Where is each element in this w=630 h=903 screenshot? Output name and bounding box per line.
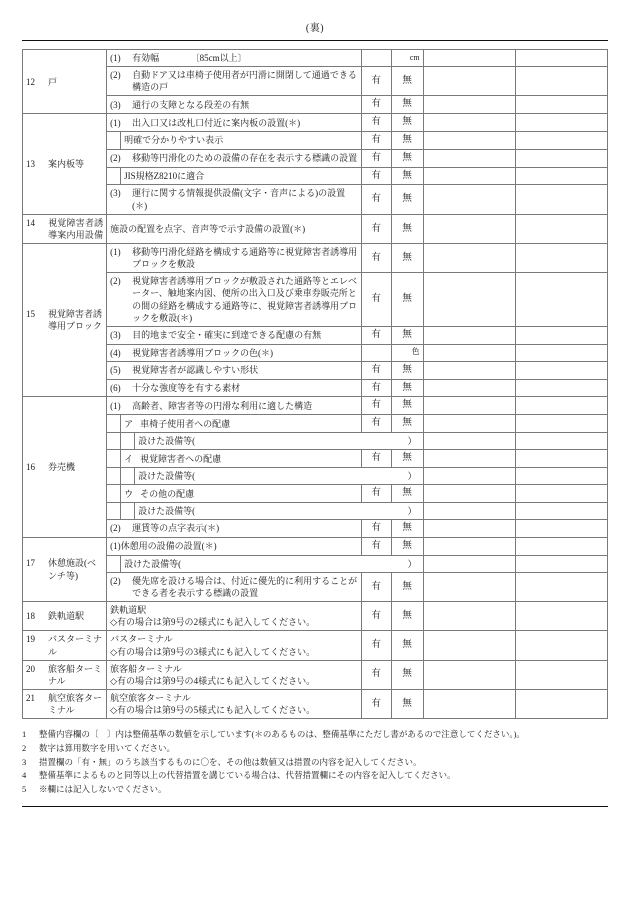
indent-spacer — [107, 555, 121, 572]
item-label-cell — [107, 149, 361, 167]
item-number: (4) — [110, 347, 121, 358]
option-no[interactable]: 無 — [391, 572, 423, 601]
note-text: 措置欄の「有・無」のうち該当するものに〇を、その他は数値又は措置の内容を記入してください。 — [39, 756, 422, 767]
item-number: (3) — [110, 99, 121, 110]
table-row — [23, 572, 608, 601]
table-row — [23, 468, 608, 485]
note-item — [22, 728, 608, 741]
option-yes[interactable]: 有 — [361, 660, 391, 689]
option-no[interactable]: 無 — [391, 397, 423, 415]
note-number: 5 — [22, 784, 27, 794]
option-no[interactable]: 無 — [391, 244, 423, 273]
option-yes[interactable]: 有 — [361, 326, 391, 344]
alternative-measure-column-cell[interactable] — [515, 520, 607, 538]
item-text: 目的地まで安全・確実に到達できる配慮の有無 — [132, 330, 322, 341]
measure-column-cell[interactable] — [423, 397, 515, 415]
option-yes[interactable]: 有 — [361, 96, 391, 114]
measure-column-cell[interactable] — [423, 415, 515, 433]
item-text: その他の配慮 — [140, 488, 195, 499]
item-label-cell — [107, 96, 361, 114]
item-text: 移動等円滑化経路を構成する通路等に視覚障害者誘導用ブロックを敷設 — [132, 247, 358, 270]
indent-spacer — [107, 450, 121, 468]
note-number: 3 — [22, 756, 27, 767]
measure-column-cell[interactable] — [423, 50, 515, 67]
item-text: 施設の配置を点字、音声等で示す設備の設置(＊) — [110, 223, 306, 234]
item-text: (1)休憩用の設備の設置(＊) — [110, 541, 217, 552]
item-text: 視覚障害者誘導用ブロックが敷設された通路等とエレベーター、触地案内図、便所の出入口及び乗車券販売所との間の経路を構成する通路等に、視覚障害者誘導用ブロックを敷設(＊) — [132, 276, 358, 323]
item-number: (1) — [110, 400, 121, 411]
option-yes[interactable]: 有 — [361, 520, 391, 538]
alternative-measure-column-cell[interactable] — [515, 96, 607, 114]
option-yes[interactable]: 有 — [361, 273, 391, 327]
item-text: 視覚障害者が認識しやすい形状 — [132, 365, 259, 376]
notes-list — [22, 728, 608, 796]
alternative-measure-column-cell[interactable] — [515, 503, 607, 520]
unit-label: 色 — [391, 344, 423, 361]
option-no[interactable]: 無 — [391, 149, 423, 167]
alternative-measure-column-cell[interactable] — [515, 433, 607, 450]
item-text: 有効幅 〔85cm以上〕 — [132, 53, 247, 63]
option-no[interactable]: 無 — [391, 167, 423, 185]
note-number: 4 — [22, 770, 27, 781]
section-name: 券売機 — [48, 462, 76, 473]
indent-spacer — [107, 167, 121, 185]
option-yes[interactable]: 有 — [361, 450, 391, 468]
item-label-cell — [121, 415, 361, 433]
alternative-measure-column-cell[interactable] — [515, 485, 607, 503]
option-no[interactable]: 無 — [391, 185, 423, 214]
item-text: 旅客船ターミナル — [110, 663, 182, 674]
item-label-cell — [135, 503, 423, 520]
measure-column-cell[interactable] — [423, 520, 515, 538]
item-text: 明確で分かりやすい表示 — [124, 135, 224, 146]
note-number: 1 — [22, 729, 27, 740]
item-number: (2) — [110, 523, 121, 534]
option-no[interactable]: 無 — [391, 114, 423, 132]
alternative-measure-column-cell[interactable] — [515, 132, 607, 150]
table-row — [23, 520, 608, 538]
item-text: 十分な強度等を有する素材 — [132, 382, 241, 393]
item-label-cell — [107, 537, 361, 555]
table-row — [23, 114, 608, 132]
closing-paren: ） — [407, 558, 417, 569]
measure-column-cell[interactable] — [423, 96, 515, 114]
measure-column-cell[interactable] — [423, 660, 515, 689]
item-text: 運行に関する情報提供設備(文字・音声による)の設置(＊) — [132, 188, 346, 211]
option-no[interactable]: 無 — [391, 67, 423, 96]
indent-spacer — [121, 468, 135, 485]
section-name: 案内板等 — [48, 158, 85, 169]
note-text: 整備基準によるものと同等以上の代替措置を講じている場合は、代替措置欄にその内容を記入してください。 — [39, 770, 456, 781]
option-yes[interactable]: 有 — [361, 397, 391, 415]
item-text: 設けた設備等( — [138, 471, 196, 482]
item-number: ア — [124, 418, 134, 429]
table-row — [23, 415, 608, 433]
option-yes[interactable]: 有 — [361, 149, 391, 167]
table-row — [23, 67, 608, 96]
alternative-measure-column-cell[interactable] — [515, 397, 607, 415]
section-category-15 — [23, 244, 107, 397]
alternative-measure-column-cell[interactable] — [515, 602, 607, 631]
item-number: (2) — [110, 153, 121, 164]
section-category-20 — [23, 660, 107, 689]
note-text: 整備内容欄の〔 〕内は整備基準の数値を示しています(＊のあるものは、整備基準にただし書があるので注意してください。)。 — [39, 729, 525, 740]
table-row — [23, 602, 608, 631]
alternative-measure-column-cell[interactable] — [515, 114, 607, 132]
table-row — [23, 344, 608, 361]
measure-column-cell[interactable] — [423, 273, 515, 327]
table-row — [23, 450, 608, 468]
section-number: 21 — [26, 693, 35, 704]
option-no[interactable]: 無 — [391, 450, 423, 468]
section-name: バスターミナル — [48, 634, 103, 657]
option-no[interactable]: 無 — [391, 273, 423, 327]
item-label-cell — [135, 468, 423, 485]
option-yes[interactable]: 有 — [361, 361, 391, 379]
item-label-cell — [121, 485, 361, 503]
section-category-13 — [23, 114, 107, 215]
table-row — [23, 690, 608, 719]
table-row — [23, 537, 608, 555]
section-number: 20 — [26, 663, 35, 674]
item-label-cell — [107, 379, 361, 397]
item-number: (6) — [110, 382, 121, 393]
measure-column-cell[interactable] — [423, 555, 515, 572]
alternative-measure-column-cell[interactable] — [515, 379, 607, 397]
table-row — [23, 96, 608, 114]
measure-column-cell[interactable] — [423, 631, 515, 660]
option-no[interactable]: 無 — [391, 690, 423, 719]
option-yes[interactable]: 有 — [361, 185, 391, 214]
alternative-measure-column-cell[interactable] — [515, 167, 607, 185]
item-label-cell — [135, 433, 423, 450]
alternative-measure-column-cell[interactable] — [515, 273, 607, 327]
section-name: 視覚障害者誘導用ブロック — [48, 309, 103, 332]
option-no[interactable]: 無 — [391, 485, 423, 503]
item-text: 通行の支障となる段差の有無 — [132, 99, 250, 110]
note-number: 2 — [22, 742, 27, 753]
measure-column-cell[interactable] — [423, 485, 515, 503]
measure-column-cell[interactable] — [423, 214, 515, 243]
measure-column-cell[interactable] — [423, 132, 515, 150]
measure-column-cell[interactable] — [423, 572, 515, 601]
item-label-cell — [121, 167, 361, 185]
section-number: 13 — [26, 158, 35, 169]
section-name: 鉄軌道駅 — [48, 611, 85, 622]
section-number: 12 — [26, 76, 35, 87]
item-label-cell — [107, 631, 361, 660]
measure-column-cell[interactable] — [423, 167, 515, 185]
option-no[interactable]: 無 — [391, 132, 423, 150]
facility-checklist-table — [22, 49, 608, 719]
item-number: ウ — [124, 488, 134, 499]
measure-column-cell[interactable] — [423, 326, 515, 344]
section-category-16 — [23, 397, 107, 537]
item-subtext: ◇有の場合は第9号の5様式にも記入してください。 — [110, 705, 316, 716]
alternative-measure-column-cell[interactable] — [515, 344, 607, 361]
item-text: 車椅子使用者への配慮 — [140, 418, 231, 429]
table-row — [23, 273, 608, 327]
option-yes[interactable]: 有 — [361, 485, 391, 503]
alternative-measure-column-cell[interactable] — [515, 660, 607, 689]
item-label-cell — [107, 572, 361, 601]
item-number: (1) — [110, 53, 121, 63]
alternative-measure-column-cell[interactable] — [515, 555, 607, 572]
item-label-cell — [121, 555, 424, 572]
section-number: 15 — [26, 309, 35, 320]
section-number: 14 — [26, 217, 35, 228]
item-text: 視覚障害者誘導用ブロックの色(＊) — [132, 347, 273, 358]
option-yes[interactable]: 有 — [361, 537, 391, 555]
measure-column-cell[interactable] — [423, 244, 515, 273]
note-item — [22, 742, 608, 755]
alternative-measure-column-cell[interactable] — [515, 67, 607, 96]
unit-label: cm — [391, 50, 423, 67]
item-label-cell — [107, 185, 361, 214]
table-row — [23, 631, 608, 660]
option-no[interactable]: 無 — [391, 379, 423, 397]
option-no[interactable]: 無 — [391, 537, 423, 555]
item-subtext: ◇有の場合は第9号の4様式にも記入してください。 — [110, 675, 316, 686]
note-text: 数字は算用数字を用いてください。 — [39, 742, 176, 753]
item-text: 出入口又は改札口付近に案内板の設置(＊) — [132, 117, 301, 128]
alternative-measure-column-cell[interactable] — [515, 537, 607, 555]
alternative-measure-column-cell[interactable] — [515, 572, 607, 601]
item-number: (2) — [110, 575, 121, 586]
table-row — [23, 433, 608, 450]
item-text: JIS規格Z8210に適合 — [124, 171, 205, 181]
item-number: (1) — [110, 117, 121, 128]
alternative-measure-column-cell[interactable] — [515, 326, 607, 344]
option-yes[interactable]: 有 — [361, 214, 391, 243]
option-yes[interactable]: 有 — [361, 631, 391, 660]
section-name: 視覚障害者誘導案内用設備 — [48, 217, 104, 240]
option-no[interactable]: 無 — [391, 602, 423, 631]
option-yes[interactable]: 有 — [361, 167, 391, 185]
section-category-12 — [23, 50, 107, 114]
table-row — [23, 132, 608, 150]
option-no[interactable]: 無 — [391, 214, 423, 243]
indent-spacer — [107, 433, 121, 450]
item-text: 優先席を設ける場合は、付近に優先的に利用することができる者を表示する標識の設置 — [132, 575, 358, 599]
item-label-cell — [121, 132, 361, 150]
table-row — [23, 485, 608, 503]
measure-column-cell[interactable] — [423, 433, 515, 450]
item-number: (3) — [110, 188, 121, 199]
option-no[interactable]: 無 — [391, 361, 423, 379]
closing-paren: ） — [407, 506, 417, 516]
option-no[interactable]: 無 — [391, 631, 423, 660]
table-row — [23, 361, 608, 379]
item-label-cell — [107, 397, 361, 415]
option-yes[interactable]: 有 — [361, 572, 391, 601]
note-text: ※欄には記入しないでください。 — [39, 784, 167, 794]
indent-spacer — [107, 503, 121, 520]
note-item — [22, 769, 608, 782]
section-name: 航空旅客ターミナル — [48, 693, 103, 716]
option-no[interactable]: 無 — [391, 660, 423, 689]
section-category-14 — [23, 214, 107, 243]
section-number: 18 — [26, 611, 35, 622]
item-label-cell — [107, 660, 361, 689]
closing-paren: ） — [407, 471, 417, 482]
alternative-measure-column-cell[interactable] — [515, 631, 607, 660]
table-row — [23, 167, 608, 185]
item-number: (5) — [110, 365, 121, 376]
measure-column-cell[interactable] — [423, 185, 515, 214]
table-row — [23, 660, 608, 689]
note-item — [22, 783, 608, 796]
measure-column-cell[interactable] — [423, 468, 515, 485]
table-row — [23, 379, 608, 397]
item-label-cell — [107, 602, 361, 631]
measure-column-cell[interactable] — [423, 379, 515, 397]
item-number: (1) — [110, 247, 121, 258]
item-text: 設けた設備等( — [138, 436, 196, 447]
section-number: 16 — [26, 462, 35, 473]
item-text: 移動等円滑化のための設備の存在を表示する標識の設置 — [132, 153, 358, 164]
measure-column-cell[interactable] — [423, 690, 515, 719]
form-sheet — [22, 49, 608, 719]
indent-spacer — [107, 415, 121, 433]
section-category-21 — [23, 690, 107, 719]
table-row — [23, 244, 608, 273]
measure-column-cell[interactable] — [423, 114, 515, 132]
alternative-measure-column-cell[interactable] — [515, 214, 607, 243]
item-number: (2) — [110, 276, 121, 287]
alternative-measure-column-cell[interactable] — [515, 415, 607, 433]
item-text: 運賃等の点字表示(＊) — [132, 523, 220, 534]
alternative-measure-column-cell[interactable] — [515, 468, 607, 485]
table-row — [23, 326, 608, 344]
alternative-measure-column-cell[interactable] — [515, 690, 607, 719]
alternative-measure-column-cell[interactable] — [515, 244, 607, 273]
item-label-cell — [107, 344, 361, 361]
table-row — [23, 503, 608, 520]
item-label-cell — [107, 690, 361, 719]
option-yes[interactable]: 有 — [361, 379, 391, 397]
table-row — [23, 214, 608, 243]
alternative-measure-column-cell[interactable] — [515, 50, 607, 67]
table-row — [23, 397, 608, 415]
measure-column-cell[interactable] — [423, 361, 515, 379]
option-no[interactable]: 無 — [391, 326, 423, 344]
measure-column-cell[interactable] — [423, 344, 515, 361]
item-number: (3) — [110, 330, 121, 341]
item-label-cell — [107, 273, 361, 327]
item-label-cell — [107, 520, 361, 538]
item-text: 航空旅客ターミナル — [110, 693, 191, 704]
option-yes[interactable]: 有 — [361, 415, 391, 433]
option-yes[interactable]: 有 — [361, 132, 391, 150]
bottom-rule — [22, 806, 608, 807]
item-text: 設けた設備等( — [124, 558, 182, 569]
item-label-cell — [107, 361, 361, 379]
page-marker: (裏) — [305, 23, 325, 34]
value-input-cell[interactable] — [361, 50, 391, 67]
option-yes[interactable]: 有 — [361, 67, 391, 96]
item-label-cell — [107, 244, 361, 273]
item-text: 高齢者、障害者等の円滑な利用に適した構造 — [132, 400, 313, 411]
indent-spacer — [107, 485, 121, 503]
item-number: (2) — [110, 70, 121, 81]
note-item — [22, 756, 608, 769]
value-input-cell[interactable] — [361, 344, 391, 361]
section-number: 17 — [26, 558, 35, 569]
measure-column-cell[interactable] — [423, 602, 515, 631]
alternative-measure-column-cell[interactable] — [515, 450, 607, 468]
indent-spacer — [107, 132, 121, 150]
section-category-18 — [23, 602, 107, 631]
table-row — [23, 50, 608, 67]
section-category-17 — [23, 537, 107, 601]
item-label-cell — [107, 50, 361, 67]
item-number: イ — [124, 453, 134, 464]
item-subtext: ◇有の場合は第9号の2様式にも記入してください。 — [110, 617, 316, 628]
item-label-cell — [107, 67, 361, 96]
alternative-measure-column-cell[interactable] — [515, 185, 607, 214]
item-text: 視覚障害者への配慮 — [140, 453, 222, 464]
indent-spacer — [121, 433, 135, 450]
item-label-cell — [107, 114, 361, 132]
table-row — [23, 185, 608, 214]
option-yes[interactable]: 有 — [361, 244, 391, 273]
section-name: 休憩施設(ベンチ等) — [48, 558, 96, 581]
option-yes[interactable]: 有 — [361, 690, 391, 719]
option-no[interactable]: 無 — [391, 415, 423, 433]
top-rule — [22, 40, 608, 41]
item-subtext: ◇有の場合は第9号の3様式にも記入してください。 — [110, 646, 316, 657]
item-text: 自動ドア又は車椅子使用者が円滑に開閉して通過できる構造の戸 — [132, 70, 357, 93]
item-label-cell — [107, 214, 361, 243]
item-text: 鉄軌道駅 — [110, 605, 147, 616]
alternative-measure-column-cell[interactable] — [515, 149, 607, 167]
item-text: 設けた設備等( — [138, 506, 196, 516]
measure-column-cell[interactable] — [423, 149, 515, 167]
section-number: 19 — [26, 634, 35, 645]
section-category-19 — [23, 631, 107, 660]
option-yes[interactable]: 有 — [361, 602, 391, 631]
measure-column-cell[interactable] — [423, 503, 515, 520]
option-yes[interactable]: 有 — [361, 114, 391, 132]
section-name: 戸 — [48, 76, 58, 87]
indent-spacer — [107, 468, 121, 485]
alternative-measure-column-cell[interactable] — [515, 361, 607, 379]
option-no[interactable]: 無 — [391, 520, 423, 538]
measure-column-cell[interactable] — [423, 67, 515, 96]
option-no[interactable]: 無 — [391, 96, 423, 114]
measure-column-cell[interactable] — [423, 537, 515, 555]
indent-spacer — [121, 503, 135, 520]
item-label-cell — [121, 450, 361, 468]
item-label-cell — [107, 326, 361, 344]
section-name: 旅客船ターミナル — [48, 663, 103, 686]
table-row — [23, 555, 608, 572]
closing-paren: ） — [407, 436, 417, 447]
table-row — [23, 149, 608, 167]
measure-column-cell[interactable] — [423, 450, 515, 468]
item-text: バスターミナル — [110, 634, 173, 645]
